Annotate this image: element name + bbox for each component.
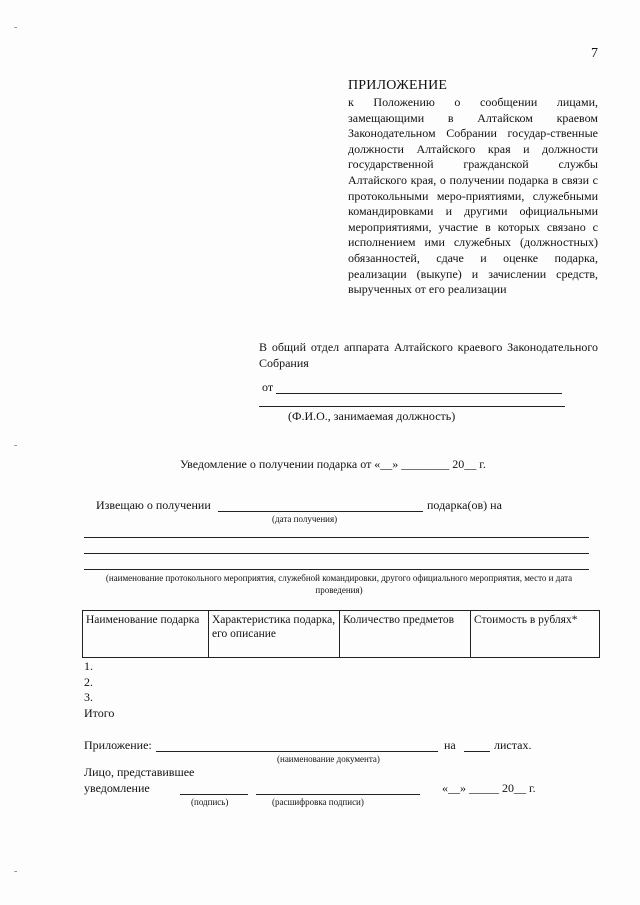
addressee-text: В общий отдел аппарата Алтайского краевого Законодательного Собрания — [259, 340, 598, 370]
from-label: от — [262, 380, 274, 394]
signature-line[interactable] — [180, 794, 248, 795]
event-caption: (наименование протокольного мероприятия, служебной командировки, другого официального мероприятия, место и дата проведения) — [105, 573, 573, 595]
attachment-on: на — [444, 738, 456, 752]
date-caption: (дата получения) — [272, 514, 338, 524]
page-number: 7 — [591, 46, 598, 61]
event-line-1[interactable] — [84, 537, 589, 538]
header-quantity: Количество предметов — [340, 611, 471, 658]
list-item: 1. — [84, 659, 93, 673]
from-line[interactable] — [276, 393, 562, 394]
signature-decode-line[interactable] — [256, 794, 420, 795]
gift-list — [84, 659, 114, 721]
margin-mark: - — [14, 22, 18, 33]
list-item: 2. — [84, 674, 93, 689]
header-name: Наименование подарка — [83, 611, 209, 658]
header-cost: Стоимость в рублях* — [471, 611, 600, 658]
total-label: Итого — [84, 705, 115, 720]
notice-title: Уведомление о получении подарка от «__» ________ 20__ г. — [180, 457, 486, 471]
appendix-title: ПРИЛОЖЕНИЕ — [348, 78, 448, 93]
signature-date: «__» _____ 20__ г. — [442, 781, 536, 795]
signer-label-1: Лицо, представившее — [84, 765, 195, 779]
gift-table-header-row — [83, 611, 600, 658]
header-description: Характеристика подарка, его описание — [209, 611, 340, 658]
receipt-date-line[interactable] — [218, 511, 423, 512]
signer-label-2: уведомление — [84, 781, 150, 795]
inform-suffix: подарка(ов) на — [427, 498, 502, 512]
decode-caption: (расшифровка подписи) — [272, 797, 364, 807]
margin-mark: - — [14, 440, 18, 451]
appendix-text: к Положению о сообщении лицами, замещающими в Алтайском краевом Законодательном Собрании государ-ственные должности Алтайского края и должности государственной гражданской службы Алтайского края, о получении подарка в связи с протокольными меро-приятиями, служебными командировками и другими официальными мероприятиями, участие в которых связано с исполнением ими служебных (должностных) обязанностей, сдаче и оценке подарка, реализации (выкупе) и зачислении средств, вырученных от его реализации — [348, 95, 598, 297]
appendix-block — [348, 78, 598, 298]
list-item: 3. — [84, 690, 93, 704]
position-line[interactable] — [259, 406, 565, 407]
attachment-label: Приложение: — [84, 738, 152, 752]
margin-mark: - — [14, 866, 18, 877]
attachment-line[interactable] — [156, 751, 438, 752]
event-line-2[interactable] — [84, 553, 589, 554]
inform-prefix: Извещаю о получении — [96, 498, 211, 512]
attachment-sheets: листах. — [494, 738, 532, 752]
sheets-count-line[interactable] — [464, 751, 490, 752]
gift-table — [82, 610, 600, 658]
event-line-3[interactable] — [84, 569, 589, 570]
signature-caption: (подпись) — [191, 797, 229, 807]
attachment-caption: (наименование документа) — [277, 754, 380, 764]
fio-caption: (Ф.И.О., занимаемая должность) — [288, 409, 456, 423]
